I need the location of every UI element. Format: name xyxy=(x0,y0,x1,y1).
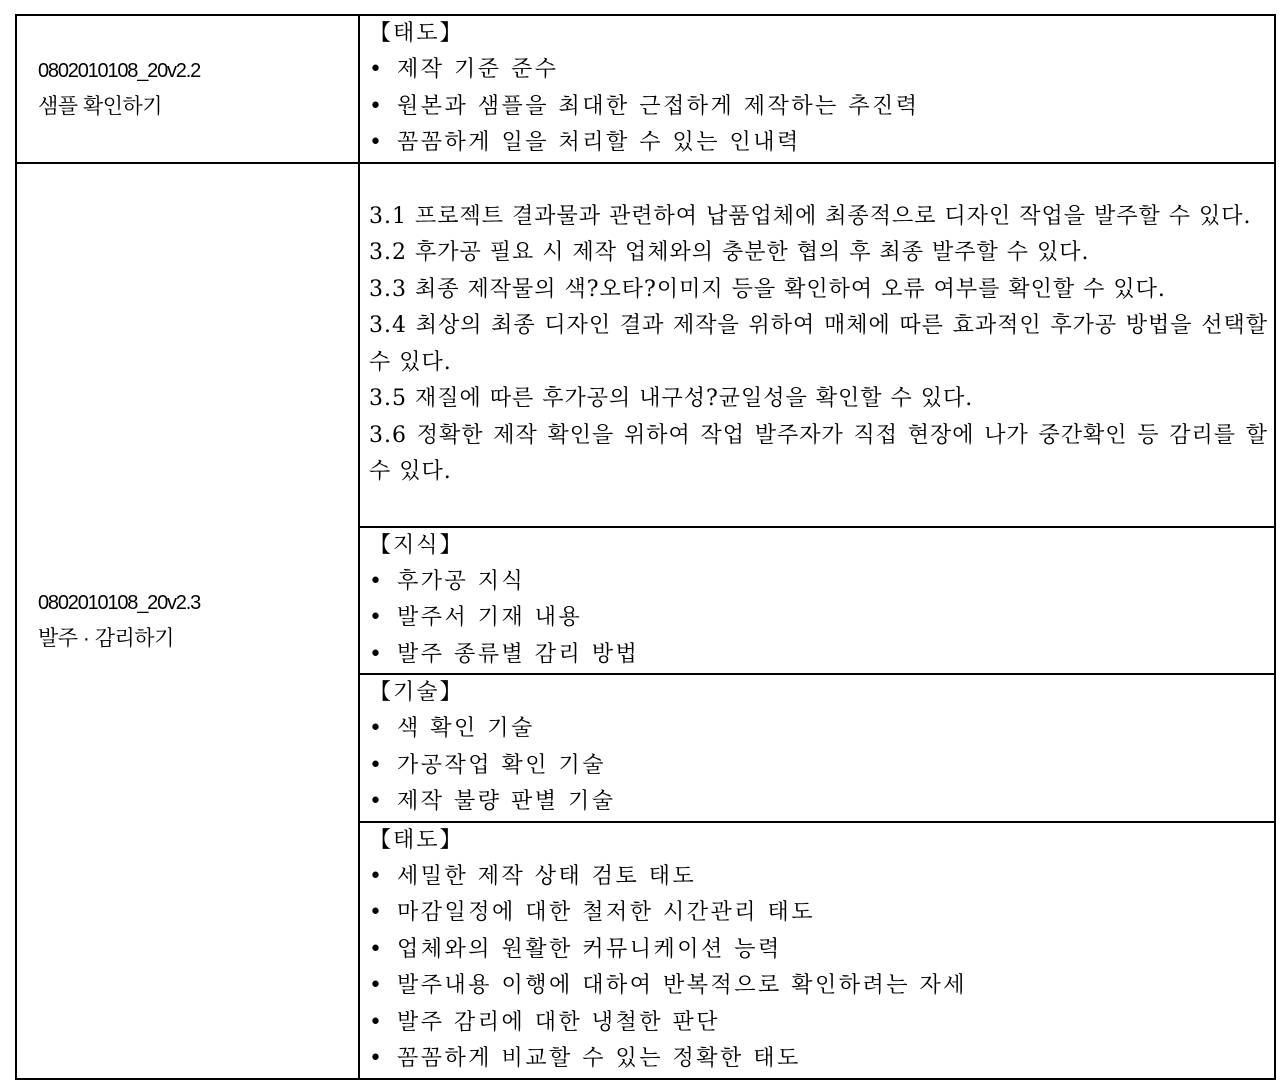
bullet-icon: • xyxy=(369,973,382,998)
list-item: • 마감일정에 대한 철저한 시간관리 태도 xyxy=(369,895,1268,932)
bullet-icon: • xyxy=(369,568,382,594)
bullet-icon: • xyxy=(369,789,382,814)
list-item: • 꼼꼼하게 일을 처리할 수 있는 인내력 xyxy=(369,125,1268,162)
list-item: • 가공작업 확인 기술 xyxy=(369,748,1268,785)
criteria-cell xyxy=(359,163,1275,527)
unit-code: 0802010108_20v2.3 xyxy=(38,591,201,614)
unit-cell-order-supervision xyxy=(16,163,359,1079)
attitude-cell xyxy=(359,15,1275,163)
bullet-icon: • xyxy=(369,716,382,741)
bullet-icon: • xyxy=(369,57,382,82)
list-item: • 제작 기준 준수 xyxy=(369,52,1268,89)
performance-criterion: 3.6 정확한 제작 확인을 위하여 작업 발주자가 직접 현장에 나가 중간확인 등 감리를 할 수 있다. xyxy=(369,422,1268,484)
bullet-icon: • xyxy=(369,863,382,889)
bullet-icon: • xyxy=(369,900,382,925)
bullet-icon: • xyxy=(369,605,382,630)
bullet-icon: • xyxy=(369,1046,382,1071)
performance-criterion: 3.3 최종 제작물의 색?오타?이미지 등을 확인하여 오류 여부를 확인할 수 있다. xyxy=(369,276,1166,302)
unit-name: 발주 · 감리하기 xyxy=(38,626,174,650)
section-heading-attitude: 【태도】 xyxy=(369,827,464,853)
list-item: • 꼼꼼하게 비교할 수 있는 정확한 태도 xyxy=(369,1041,1268,1078)
section-heading-knowledge: 【지식】 xyxy=(369,532,464,558)
skills-cell xyxy=(359,674,1275,822)
list-item: • 색 확인 기술 xyxy=(369,711,1268,748)
unit-name: 샘플 확인하기 xyxy=(38,94,163,118)
performance-criterion: 3.5 재질에 따른 후가공의 내구성?균일성을 확인할 수 있다. xyxy=(369,386,974,411)
attitude-cell xyxy=(359,822,1275,1079)
list-item: • 발주서 기재 내용 xyxy=(369,600,1268,637)
section-heading-attitude: 【태도】 xyxy=(369,21,464,46)
bullet-icon: • xyxy=(369,1009,382,1035)
bullet-icon: • xyxy=(369,936,382,962)
bullet-icon: • xyxy=(369,130,382,155)
list-item: • 발주 종류별 감리 방법 xyxy=(369,637,1268,674)
list-item: • 원본과 샘플을 최대한 근접하게 제작하는 추진력 xyxy=(369,89,1268,126)
competency-unit-table xyxy=(15,14,1276,1080)
section-heading-skills: 【기술】 xyxy=(369,680,464,705)
list-item: • 업체와의 원활한 커뮤니케이션 능력 xyxy=(369,932,1268,969)
unit-code: 0802010108_20v2.2 xyxy=(38,59,201,82)
table-row-order-supervision xyxy=(16,163,1275,527)
bullet-icon: • xyxy=(369,641,382,667)
table-row-sample-check xyxy=(16,15,1275,163)
list-item: • 세밀한 제작 상태 검토 태도 xyxy=(369,859,1268,896)
unit-cell-sample-check xyxy=(16,15,359,163)
performance-criterion: 3.1 프로젝트 결과물과 관련하여 납품업체에 최종적으로 디자인 작업을 발주할 수 있다. xyxy=(369,203,1252,229)
performance-criterion: 3.4 최상의 최종 디자인 결과 제작을 위하여 매체에 따른 효과적인 후가공 방법을 선택할 수 있다. xyxy=(369,313,1268,375)
bullet-icon: • xyxy=(369,93,382,119)
bullet-icon: • xyxy=(369,752,382,778)
list-item: • 제작 불량 판별 기술 xyxy=(369,784,1268,821)
knowledge-cell xyxy=(359,527,1275,675)
list-item: • 발주내용 이행에 대하여 반복적으로 확인하려는 자세 xyxy=(369,968,1268,1005)
performance-criterion: 3.2 후가공 필요 시 제작 업체와의 충분한 협의 후 최종 발주할 수 있다. xyxy=(369,240,1090,265)
list-item: • 후가공 지식 xyxy=(369,564,1268,601)
list-item: • 발주 감리에 대한 냉철한 판단 xyxy=(369,1005,1268,1042)
